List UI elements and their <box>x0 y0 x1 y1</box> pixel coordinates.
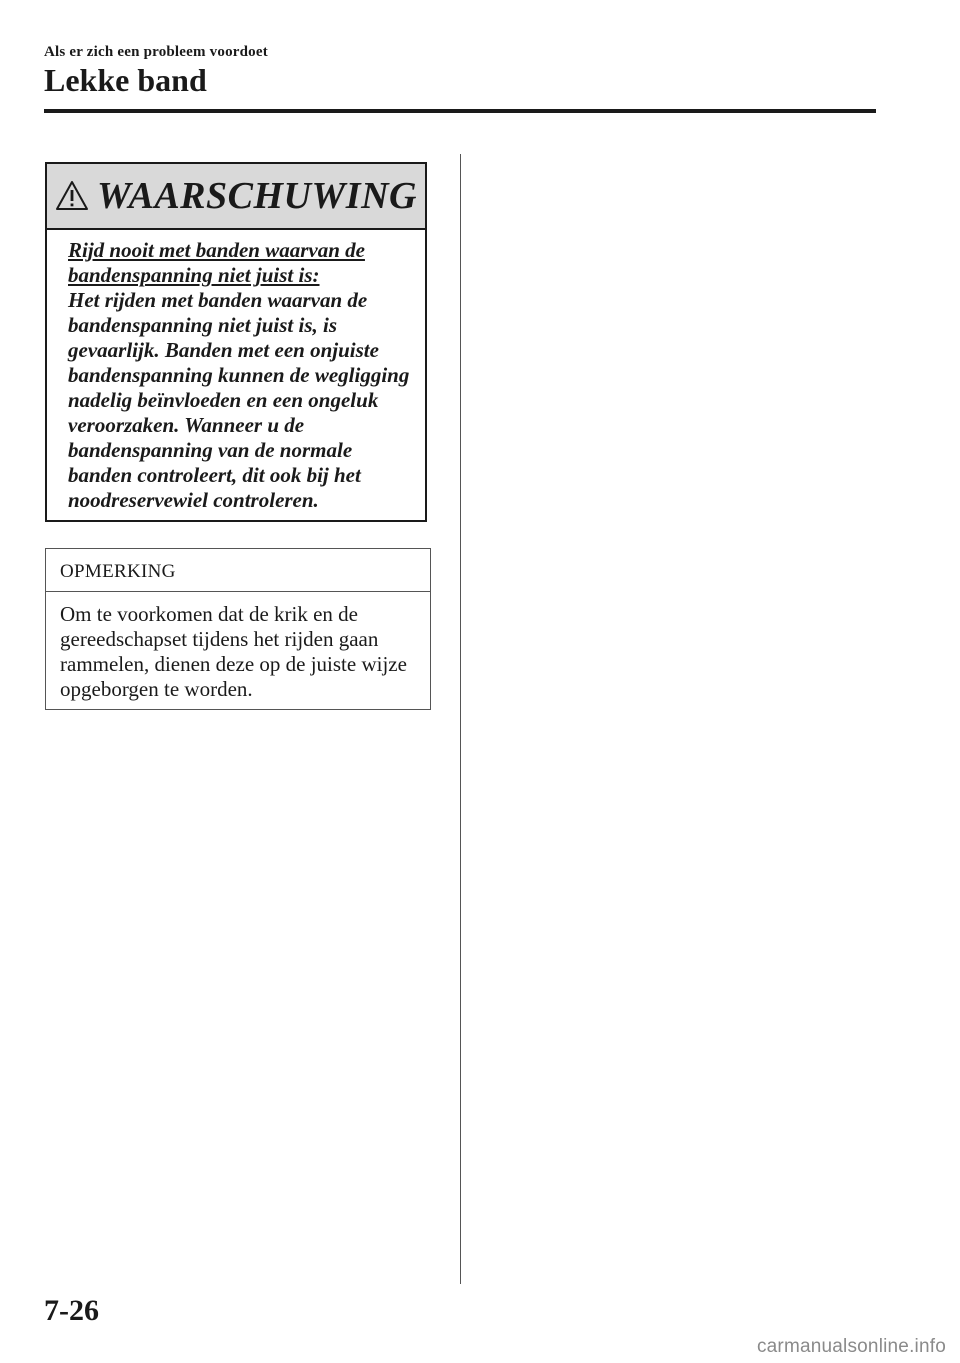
note-text: Om te voorkomen dat de krik en de gereedschapset tijdens het rijden gaan rammelen, dienen deze op de juiste wijze opgeborgen te worden. <box>60 602 407 701</box>
section-header: Als er zich een probleem voordoet <box>44 44 268 60</box>
warning-text: Het rijden met banden waarvan de bandenspanning niet juist is, is gevaarlijk. Banden met een onjuiste bandenspanning kunnen de wegligging nadelig beïnvloeden en een ongeluk veroorzaken. Wanneer u de bandenspanning van de normale banden controleert, dit ook bij het noodreservewiel controleren. <box>68 288 410 512</box>
column-divider <box>460 154 461 1284</box>
title-rule <box>44 109 876 113</box>
page-title: Lekke band <box>44 62 207 98</box>
warning-body <box>47 230 425 513</box>
warning-triangle-icon <box>55 180 89 212</box>
page-number: 7-26 <box>44 1294 99 1327</box>
note-box <box>45 548 431 710</box>
warning-box <box>45 162 427 522</box>
warning-heading: Rijd nooit met banden waarvan de bandenspanning niet juist is: <box>68 238 365 287</box>
watermark: carmanualsonline.info <box>756 1336 946 1357</box>
warning-title: WAARSCHUWING <box>97 175 417 217</box>
warning-header <box>47 164 425 230</box>
note-title: OPMERKING <box>46 549 430 592</box>
